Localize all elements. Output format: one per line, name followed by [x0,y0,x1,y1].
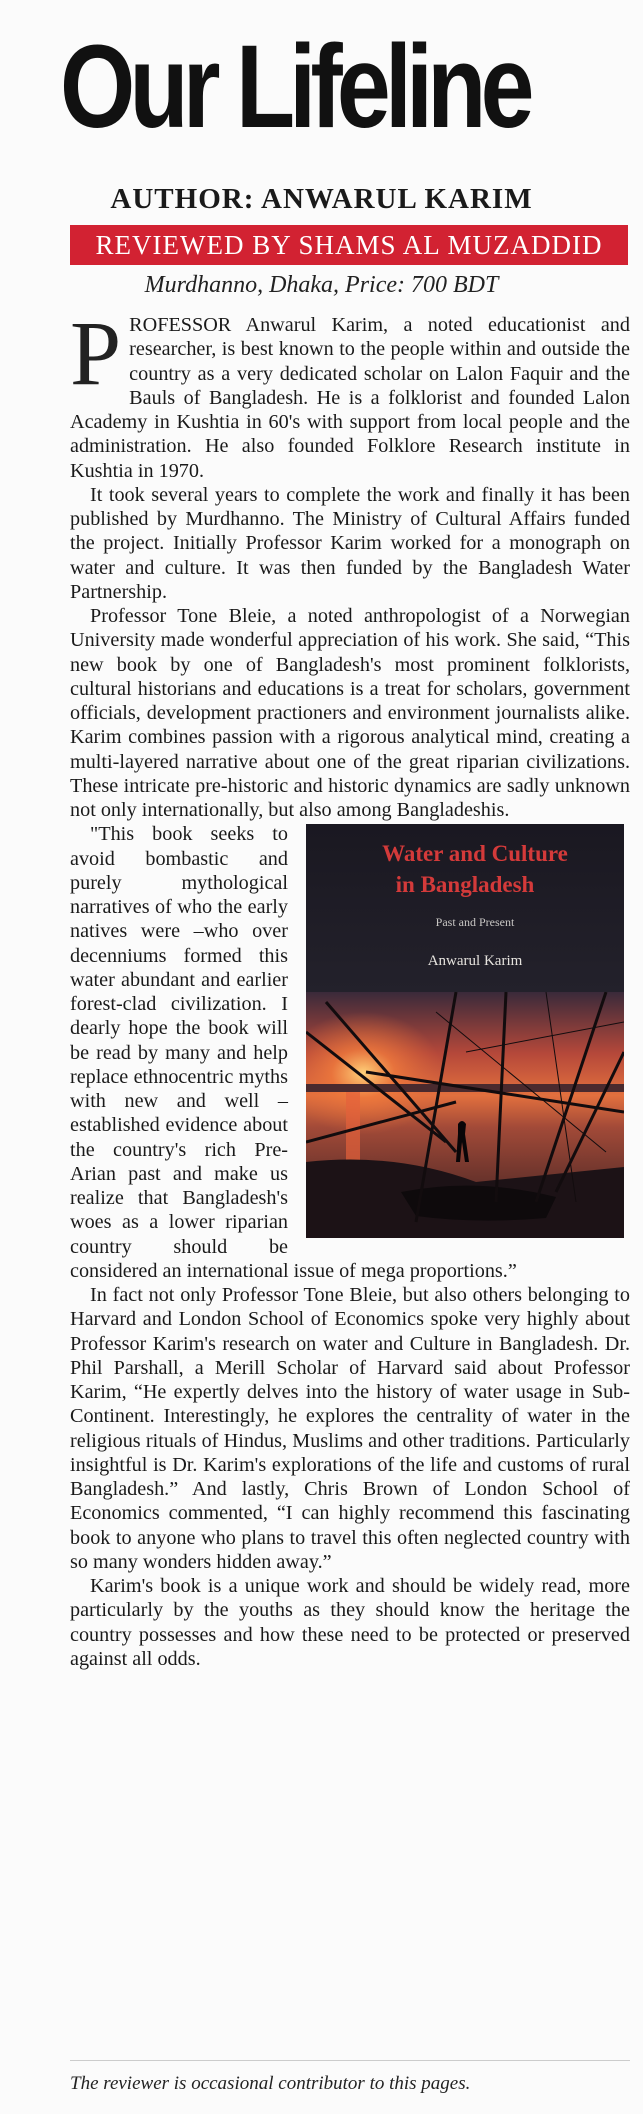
reviewer-note: The reviewer is occasional contributor to this pages. [70,2073,471,2094]
paragraph-3: Professor Tone Bleie, a noted anthropologist of a Norwegian University made wonderful appreciation of his work. She said, “This new book by one of Bangladesh's most prominent folklorists, cultural historians and educations is a treat for scholars, government officials, development practioners and environment journalists alike. Karim combines passion with a rigorous analytical mind, creating a multi-layered narrative about one of the great riparian civilizations. These intricate pre-historic and historic dynamics are sadly unknown not only internationally, but also among Bangladeshis. [70,605,630,821]
paragraph-2: It took several years to complete the work and finally it has been published by Murdhanno. The Ministry of Cultural Affairs funded the project. Initially Professor Karim worked for a monograph on water and culture. It was then funded by the Bangladesh Water Partnership. [70,483,630,603]
book-cover-image [306,824,624,1238]
paragraph-6: Karim's book is a unique work and should be widely read, more particularly by the youths as they should know the heritage the country possesses and how these need to be protected or preserved against all odds. [70,1575,630,1670]
river-sunset-photo [306,992,624,1238]
book-cover-title-line2: in Bangladesh [395,872,535,898]
author-line: AUTHOR: ANWARUL KARIM [110,183,533,215]
article-body [70,302,630,1671]
paragraph-4-text: "This book seeks to avoid bombastic and purely mythological narratives of who the early natives were –who over decenniums formed this water abundant and earlier forest-clad civilization. I dearly hope the book will be read by many and help replace ethnocentric myths with new and well –established evidence about the country's rich Pre-Arian past and make us realize that Bangladesh's woes as a lower riparian country should be considered an international issue of mega proportions.” [70,823,517,1282]
paragraph-5: In fact not only Professor Tone Bleie, but also others belonging to Harvard and London School of Economics spoke very highly about Professor Karim's research on water and Culture in Bangladesh. Dr. Phil Parshall, a Merill Scholar of Harvard said about Professor Karim, “He expertly delves into the history of water usage in Sub-Continent. Interestingly, he explores the centrality of water in the religious rituals of Hindus, Muslims and other traditions. Particularly insightful is Dr. Karim's explorations of the life and customs of rural Bangladesh.” And lastly, Chris Brown of London School of Economics commented, “I can highly recommend this fascinating book to anyone who plans to travel this often neglected country with so many wonders hidden away.” [70,1284,630,1573]
footer-rule [70,2060,630,2061]
drop-cap: P [70,302,122,404]
book-cover-title [306,824,624,900]
paragraph-1 [70,302,630,483]
paragraph-1-text: ROFESSOR Anwarul Karim, a noted educationist and researcher, is best known to the people within and outside the country as a very dedicated scholar on Lalon Faquir and the Bauls of Bangladesh. He is a folklorist and founded Lalon Academy in Kushtia in 60's with support from local people and the administration. He also founded Folklore Research institute in Kushtia in 1970. [70,314,630,482]
book-cover-subtitle: Past and Present [435,915,515,930]
book-cover-title-area [306,824,624,992]
publication-line: Murdhanno, Dhaka, Price: 700 BDT [144,272,499,298]
headline: Our Lifeline [60,21,529,153]
reviewer-band: REVIEWED BY SHAMS AL MUZADDID [70,225,628,265]
book-cover-title-line1: Water and Culture [382,841,568,867]
paragraph-4 [70,822,630,1283]
book-cover-author: Anwarul Karim [427,952,523,969]
